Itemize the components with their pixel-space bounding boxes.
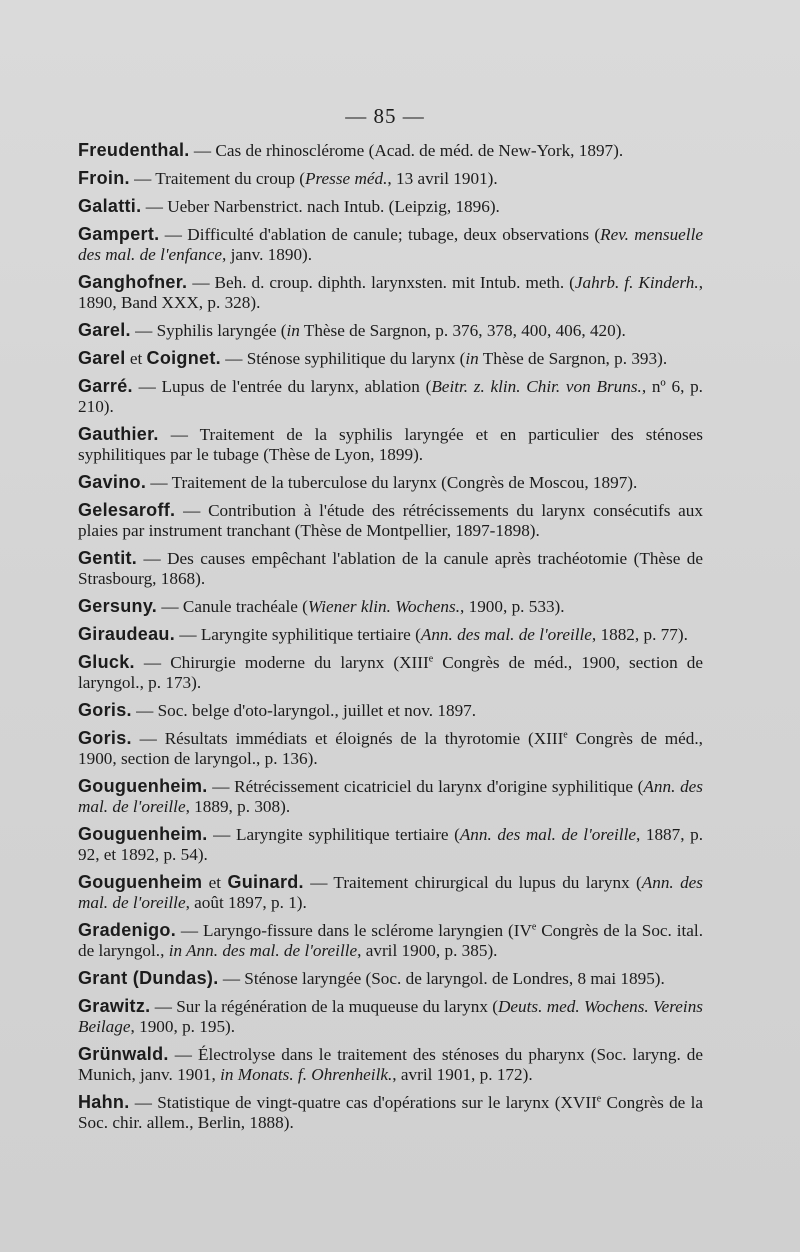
entry-text: , avril 1901, p. 172). <box>392 1065 533 1084</box>
author-name: Goris. <box>78 728 132 748</box>
entry-text: — Des causes empêchant l'ablation de la canule après trachéotomie (Thèse de Strasbourg, 1868). <box>78 549 703 588</box>
entry-text: — Sténose syphilitique du larynx ( <box>220 349 466 368</box>
bibliography-entry <box>78 920 703 961</box>
bibliography-entry <box>78 272 703 313</box>
entry-text: , 1882, p. 77). <box>591 625 688 644</box>
author-name: Gauthier. <box>78 424 159 444</box>
entry-text: — Soc. belge d'oto-laryngol., juillet et nov. 1897. <box>131 701 477 720</box>
bibliography-entry <box>78 824 703 865</box>
entry-text: , août 1897, p. 1). <box>185 893 307 912</box>
bibliography-list <box>78 140 703 1140</box>
entry-text: — Résultats immédiats et éloignés de la thyrotomie (XIII <box>131 729 564 748</box>
bibliography-entry <box>78 624 703 645</box>
entry-text: et <box>125 349 147 368</box>
entry-text: — Difficulté d'ablation de canule; tubage, deux observations ( <box>159 225 601 244</box>
entry-text: — Ueber Narbenstrict. nach Intub. (Leipzig, 1896). <box>141 197 500 216</box>
bibliography-entry <box>78 472 703 493</box>
entry-text: — Beh. d. croup. diphth. larynxsten. mit Intub. meth. ( <box>187 273 575 292</box>
superscript: e <box>596 1093 602 1105</box>
entry-text: et <box>202 873 228 892</box>
bibliography-entry <box>78 968 703 989</box>
reference-title: in <box>286 321 300 340</box>
author-name: Gouguenheim. <box>78 824 208 844</box>
author-name: Gersuny. <box>78 596 158 616</box>
bibliography-entry <box>78 424 703 465</box>
entry-text: — Syphilis laryngée ( <box>130 321 287 340</box>
author-name: Gentit. <box>78 548 138 568</box>
reference-title: Presse méd. <box>305 169 388 188</box>
bibliography-entry <box>78 996 703 1037</box>
reference-title: Rev. mensuelle des mal. de l'enfance <box>78 225 703 264</box>
author-name: Giraudeau. <box>78 624 176 644</box>
author-name: Gampert. <box>78 224 160 244</box>
bibliography-entry <box>78 196 703 217</box>
author-name: Guinard. <box>227 872 304 892</box>
bibliography-entry <box>78 224 703 265</box>
author-name: Freudenthal. <box>78 140 190 160</box>
reference-title: Ann. des mal. de l'oreille <box>459 825 636 844</box>
entry-text: Congrès de la Soc. ital. de laryngol., <box>78 921 703 960</box>
entry-text: — Sténose laryngée (Soc. de laryngol. de Londres, 8 mai 1895). <box>218 969 665 988</box>
bibliography-entry <box>78 320 703 341</box>
author-name: Garel. <box>78 320 131 340</box>
entry-text: , nº 6, p. 210). <box>78 377 703 416</box>
author-name: Gouguenheim. <box>78 776 208 796</box>
superscript: e <box>531 921 537 933</box>
entry-text: — Canule trachéale ( <box>157 597 308 616</box>
author-name: Gouguenheim <box>78 872 203 892</box>
bibliography-entry <box>78 776 703 817</box>
author-name: Garel <box>78 348 126 368</box>
entry-text: — Contribution à l'étude des rétrécissements du larynx consécutifs aux plaies par instrument tranchant (Thèse de Montpellier, 1897-1898). <box>78 501 703 540</box>
bibliography-entry <box>78 872 703 913</box>
author-name: Gradenigo. <box>78 920 177 940</box>
bibliography-entry <box>78 376 703 417</box>
author-name: Gavino. <box>78 472 147 492</box>
bibliography-entry <box>78 728 703 769</box>
entry-text: — Laryngo-fissure dans le sclérome laryngien (IV <box>176 921 532 940</box>
entry-text: Congrès de la Soc. chir. allem., Berlin, 1888). <box>78 1093 703 1132</box>
reference-title: Wiener klin. Wochens. <box>307 597 460 616</box>
author-name: Goris. <box>78 700 132 720</box>
entry-text: Thèse de Sargnon, p. 393). <box>478 349 668 368</box>
entry-text: — Cas de rhinosclérome (Acad. de méd. de New-York, 1897). <box>189 141 624 160</box>
entry-text: Congrès de méd., 1900, section de laryngol., p. 173). <box>78 653 703 692</box>
author-name: Ganghofner. <box>78 272 188 292</box>
reference-title: Jahrb. f. Kinderh. <box>574 273 699 292</box>
author-name: Grant (Dundas). <box>78 968 219 988</box>
entry-text: , 13 avril 1901). <box>387 169 498 188</box>
author-name: Galatti. <box>78 196 142 216</box>
entry-text: — Laryngite syphilitique tertiaire ( <box>175 625 421 644</box>
entry-text: , 1887, p. 92, et 1892, p. 54). <box>78 825 704 864</box>
entry-text: — Traitement de la syphilis laryngée et en particulier des sténoses syphilitiques par le tubage (Thèse de Lyon, 1899). <box>78 425 703 464</box>
entry-text: , 1900, p. 533). <box>460 597 565 616</box>
superscript: e <box>428 653 434 665</box>
entry-text: — Chirurgie moderne du larynx (XIII <box>134 653 429 672</box>
author-name: Grawitz. <box>78 996 151 1016</box>
entry-text: — Laryngite syphilitique tertiaire ( <box>207 825 460 844</box>
reference-title: Ann. des mal. de l'oreille <box>78 777 703 816</box>
superscript: e <box>563 729 568 741</box>
author-name: Hahn. <box>78 1092 130 1112</box>
entry-text: — Traitement du croup ( <box>129 169 305 188</box>
author-name: Froin. <box>78 168 130 188</box>
entry-text: — Traitement chirurgical du lupus du larynx ( <box>303 873 642 892</box>
entry-text: Congrès de méd., 1900, section de laryngol., p. 136). <box>78 729 703 768</box>
entry-text: — Électrolyse dans le traitement des sténoses du pharynx (Soc. laryng. de Munich, janv. 1901, <box>78 1045 703 1084</box>
author-name: Gluck. <box>78 652 135 672</box>
bibliography-entry <box>78 1044 703 1085</box>
author-name: Garré. <box>78 376 133 396</box>
bibliography-entry <box>78 1092 703 1133</box>
author-name: Gelesaroff. <box>78 500 176 520</box>
entry-text: , 1889, p. 308). <box>185 797 291 816</box>
author-name: Grünwald. <box>78 1044 169 1064</box>
entry-text: Thèse de Sargnon, p. 376, 378, 400, 406, 420). <box>299 321 626 340</box>
reference-title: Ann. des mal. de l'oreille <box>78 873 703 912</box>
bibliography-entry <box>78 596 703 617</box>
entry-text: — Lupus de l'entrée du larynx, ablation ( <box>132 377 432 396</box>
entry-text: , 1890, Band XXX, p. 328). <box>78 273 703 312</box>
bibliography-entry <box>78 348 703 369</box>
bibliography-entry <box>78 652 703 693</box>
entry-text: , 1900, p. 195). <box>130 1017 236 1036</box>
reference-title: in Monats. f. Ohrenheilk. <box>220 1065 393 1084</box>
reference-title: Beitr. z. klin. Chir. von Bruns. <box>431 377 642 396</box>
bibliography-entry <box>78 548 703 589</box>
bibliography-entry <box>78 140 703 161</box>
bibliography-entry <box>78 168 703 189</box>
entry-text: — Traitement de la tuberculose du larynx (Congrès de Moscou, 1897). <box>146 473 638 492</box>
reference-title: Ann. des mal. de l'oreille <box>420 625 592 644</box>
author-name: Coignet. <box>146 348 221 368</box>
reference-title: Deuts. med. Wochens. Vereins Beilage <box>78 997 703 1036</box>
entry-text: — Statistique de vingt-quatre cas d'opérations sur le larynx (XVII <box>129 1093 597 1112</box>
entry-text: , avril 1900, p. 385). <box>357 941 498 960</box>
entry-text: , janv. 1890). <box>222 245 313 264</box>
bibliography-entry <box>78 700 703 721</box>
page-number: — 85 — <box>345 104 425 128</box>
reference-title: in <box>465 349 479 368</box>
entry-text: — Sur la régénération de la muqueuse du larynx ( <box>150 997 499 1016</box>
bibliography-entry <box>78 500 703 541</box>
reference-title: in Ann. des mal. de l'oreille <box>168 941 358 960</box>
entry-text: — Rétrécissement cicatriciel du larynx d'origine syphilitique ( <box>207 777 644 796</box>
